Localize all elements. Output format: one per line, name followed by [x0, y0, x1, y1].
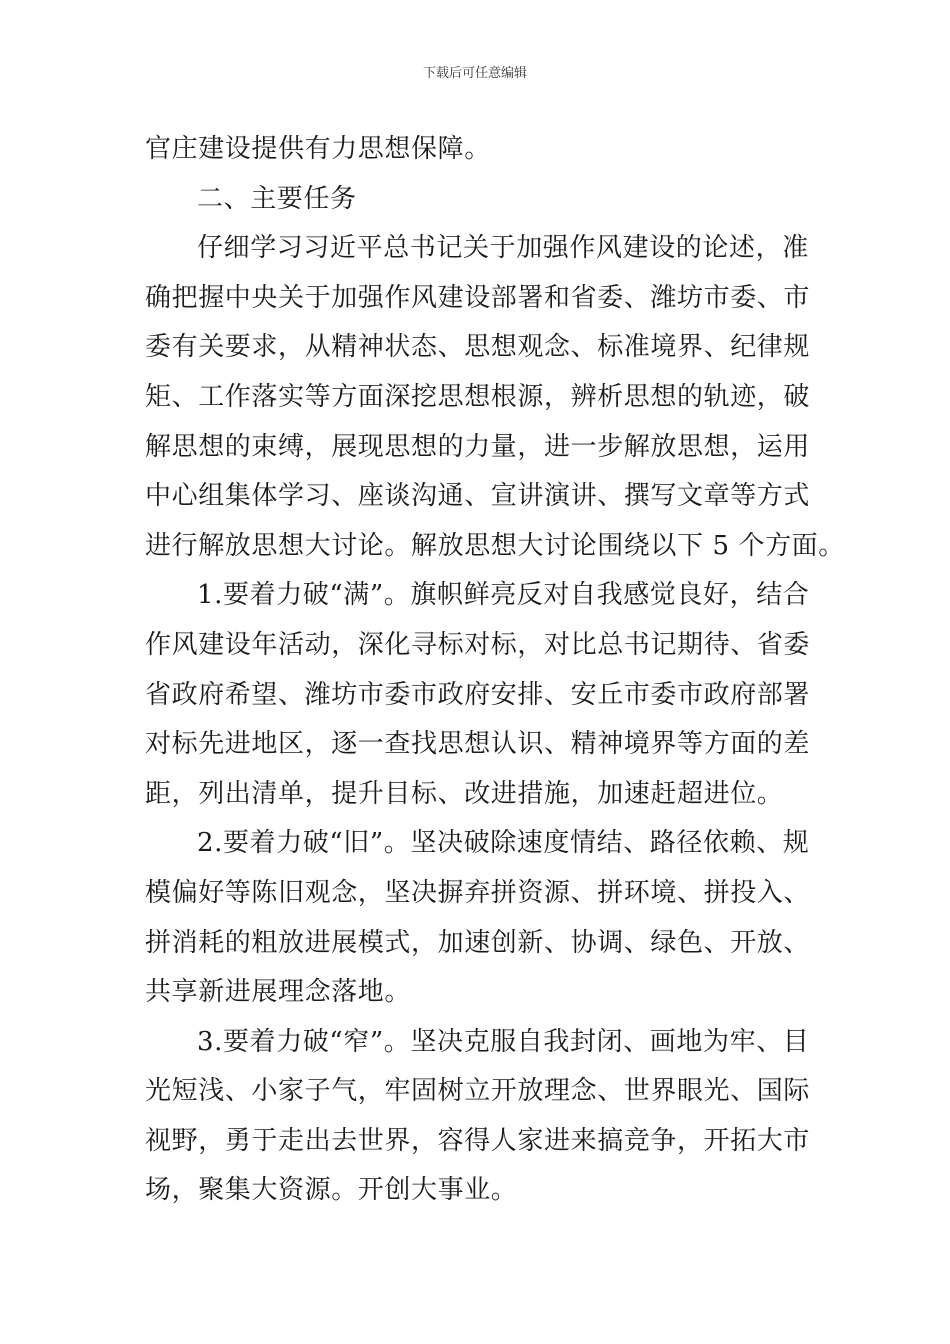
text-line: 1.要着力破“满”。旗帜鲜亮反对自我感觉良好，结合 — [197, 580, 810, 611]
text-line: 2.要着力破“旧”。坚决破除速度情结、路径依赖、规 — [197, 828, 810, 859]
text-line: 委有关要求，从精神状态、思想观念、标准境界、纪律规 — [145, 332, 811, 363]
text-line: 视野，勇于走出去世界，容得人家进来搞竞争，开拓大市 — [145, 1125, 811, 1156]
text-line: 省政府希望、潍坊市委市政府安排、安丘市委市政府部署 — [145, 679, 811, 710]
text-line: 官庄建设提供有力思想保障。 — [145, 134, 491, 164]
document-body — [145, 125, 845, 1216]
text-line: 3.要着力破“窄”。坚决克服自我封闭、画地为牢、目 — [197, 1026, 810, 1057]
text-line: 解思想的束缚，展现思想的力量，进一步解放思想，运用 — [145, 431, 811, 462]
text-line: 进行解放思想大讨论。解放思想大讨论围绕以下 5 个方面。 — [145, 530, 845, 561]
text-line: 作风建设年活动，深化寻标对标，对比总书记期待、省委 — [145, 629, 811, 660]
text-line: 中心组集体学习、座谈沟通、宣讲演讲、撰写文章等方式 — [145, 481, 811, 512]
text-line: 场，聚集大资源。开创大事业。 — [145, 1175, 518, 1206]
text-line: 确把握中央关于加强作风建设部署和省委、潍坊市委、市 — [145, 282, 811, 313]
text-line: 仔细学习习近平总书记关于加强作风建设的论述，准 — [197, 233, 809, 264]
text-line: 共享新进展理念落地。 — [145, 977, 412, 1008]
text-line: 拼消耗的粗放进展模式，加速创新、协调、绿色、开放、 — [145, 927, 811, 958]
text-line: 光短浅、小家子气，牢固树立开放理念、世界眼光、国际 — [145, 1076, 811, 1107]
text-line: 对标先进地区，逐一查找思想认识、精神境界等方面的差 — [145, 729, 811, 760]
text-line: 矩、工作落实等方面深挖思想根源，辨析思想的轨迹，破 — [145, 381, 811, 412]
text-line: 二、主要任务 — [197, 183, 357, 214]
page-header: 下载后可任意编辑 — [422, 66, 527, 81]
text-line: 模偏好等陈旧观念，坚决摒弃拼资源、拼环境、拼投入、 — [145, 877, 811, 908]
text-line: 距，列出清单，提升目标、改进措施，加速赶超进位。 — [145, 778, 784, 809]
